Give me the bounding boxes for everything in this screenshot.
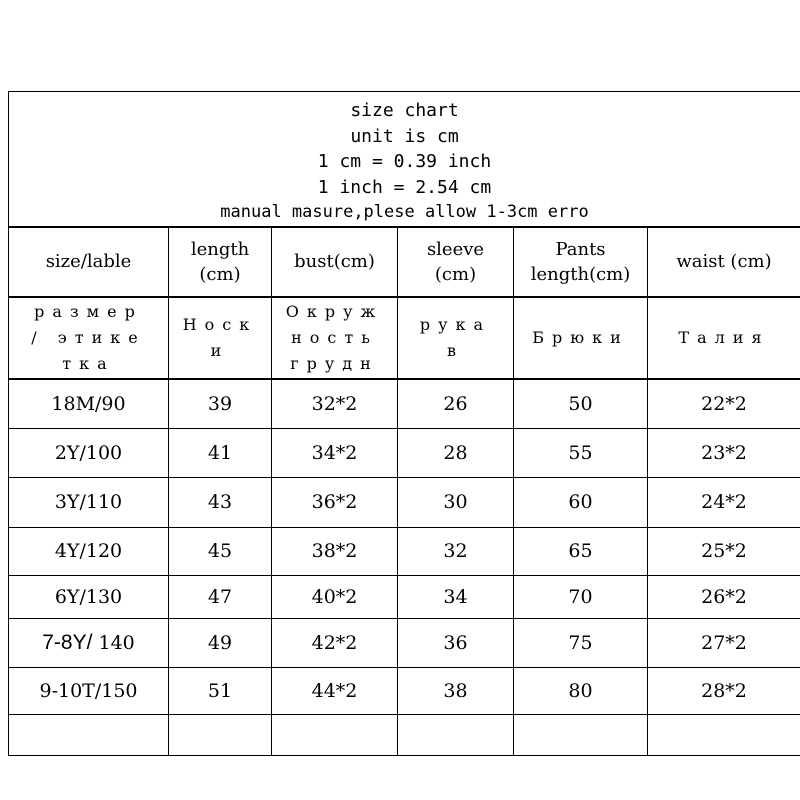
cell-length: 45 <box>169 527 272 575</box>
empty-cell <box>648 714 800 755</box>
table-row <box>9 428 800 477</box>
cell-bust: 38*2 <box>272 527 398 575</box>
ru-header-pants: Брюки <box>514 297 648 379</box>
cell-sleeve: 28 <box>398 428 514 477</box>
header-pants: Pants length(cm) <box>514 227 648 297</box>
title-measure-note: manual masure,plese allow 1-3cm erro <box>220 202 589 222</box>
cell-waist: 25*2 <box>648 527 800 575</box>
empty-cell <box>9 714 169 755</box>
title-row <box>9 92 800 227</box>
empty-cell <box>398 714 514 755</box>
cell-size-prefix: 7-8Y/ <box>42 630 93 654</box>
title-cell <box>9 92 800 227</box>
table-row <box>9 667 800 714</box>
cell-pants: 65 <box>514 527 648 575</box>
header-bust: bust(cm) <box>272 227 398 297</box>
title-unit: unit is cm <box>350 125 459 147</box>
cell-length: 49 <box>169 618 272 667</box>
cell-waist: 23*2 <box>648 428 800 477</box>
cell-sleeve: 36 <box>398 618 514 667</box>
cell-sleeve: 34 <box>398 575 514 618</box>
size-chart-table <box>8 91 800 756</box>
table-row <box>9 618 800 667</box>
cell-size <box>9 618 169 667</box>
cell-bust: 40*2 <box>272 575 398 618</box>
empty-cell <box>514 714 648 755</box>
title-cm-to-inch: 1 cm = 0.39 inch <box>317 151 492 172</box>
cell-size: 3Y/110 <box>9 477 169 527</box>
ru-header-length: Носк и <box>169 297 272 379</box>
cell-bust: 34*2 <box>272 428 398 477</box>
empty-cell <box>169 714 272 755</box>
cell-sleeve: 38 <box>398 667 514 714</box>
table-row <box>9 379 800 429</box>
cell-sleeve: 30 <box>398 477 514 527</box>
cell-sleeve: 26 <box>398 379 514 429</box>
empty-cell <box>272 714 398 755</box>
cell-pants: 50 <box>514 379 648 429</box>
header-size: size/lable <box>9 227 169 297</box>
table-row <box>9 527 800 575</box>
cell-pants: 55 <box>514 428 648 477</box>
ru-header-bust: Окруж ность грудн <box>272 297 398 379</box>
title-inch-to-cm: 1 inch = 2.54 cm <box>317 176 492 198</box>
russian-header-row <box>9 297 800 379</box>
cell-size: 2Y/100 <box>9 428 169 477</box>
cell-size: 6Y/130 <box>9 575 169 618</box>
cell-bust: 32*2 <box>272 379 398 429</box>
cell-sleeve: 32 <box>398 527 514 575</box>
cell-size: 4Y/120 <box>9 527 169 575</box>
table-row <box>9 477 800 527</box>
header-sleeve: sleeve (cm) <box>398 227 514 297</box>
cell-size-suffix: 140 <box>92 631 135 654</box>
cell-bust: 36*2 <box>272 477 398 527</box>
header-waist: waist (cm) <box>648 227 800 297</box>
cell-waist: 26*2 <box>648 575 800 618</box>
cell-bust: 42*2 <box>272 618 398 667</box>
cell-bust: 44*2 <box>272 667 398 714</box>
cell-pants: 75 <box>514 618 648 667</box>
cell-waist: 27*2 <box>648 618 800 667</box>
header-row <box>9 227 800 297</box>
empty-table-row <box>9 714 800 755</box>
ru-header-size: размер / этике тка <box>9 297 169 379</box>
cell-length: 47 <box>169 575 272 618</box>
cell-length: 41 <box>169 428 272 477</box>
cell-pants: 70 <box>514 575 648 618</box>
cell-length: 43 <box>169 477 272 527</box>
ru-header-waist: Талия <box>648 297 800 379</box>
ru-header-sleeve: рука в <box>398 297 514 379</box>
table-row <box>9 575 800 618</box>
title-size-chart: size chart <box>350 100 459 121</box>
cell-pants: 60 <box>514 477 648 527</box>
cell-size: 9-10T/150 <box>9 667 169 714</box>
cell-waist: 24*2 <box>648 477 800 527</box>
cell-pants: 80 <box>514 667 648 714</box>
header-length: length (cm) <box>169 227 272 297</box>
cell-waist: 28*2 <box>648 667 800 714</box>
cell-waist: 22*2 <box>648 379 800 429</box>
cell-size: 18M/90 <box>9 379 169 429</box>
cell-length: 51 <box>169 667 272 714</box>
cell-length: 39 <box>169 379 272 429</box>
